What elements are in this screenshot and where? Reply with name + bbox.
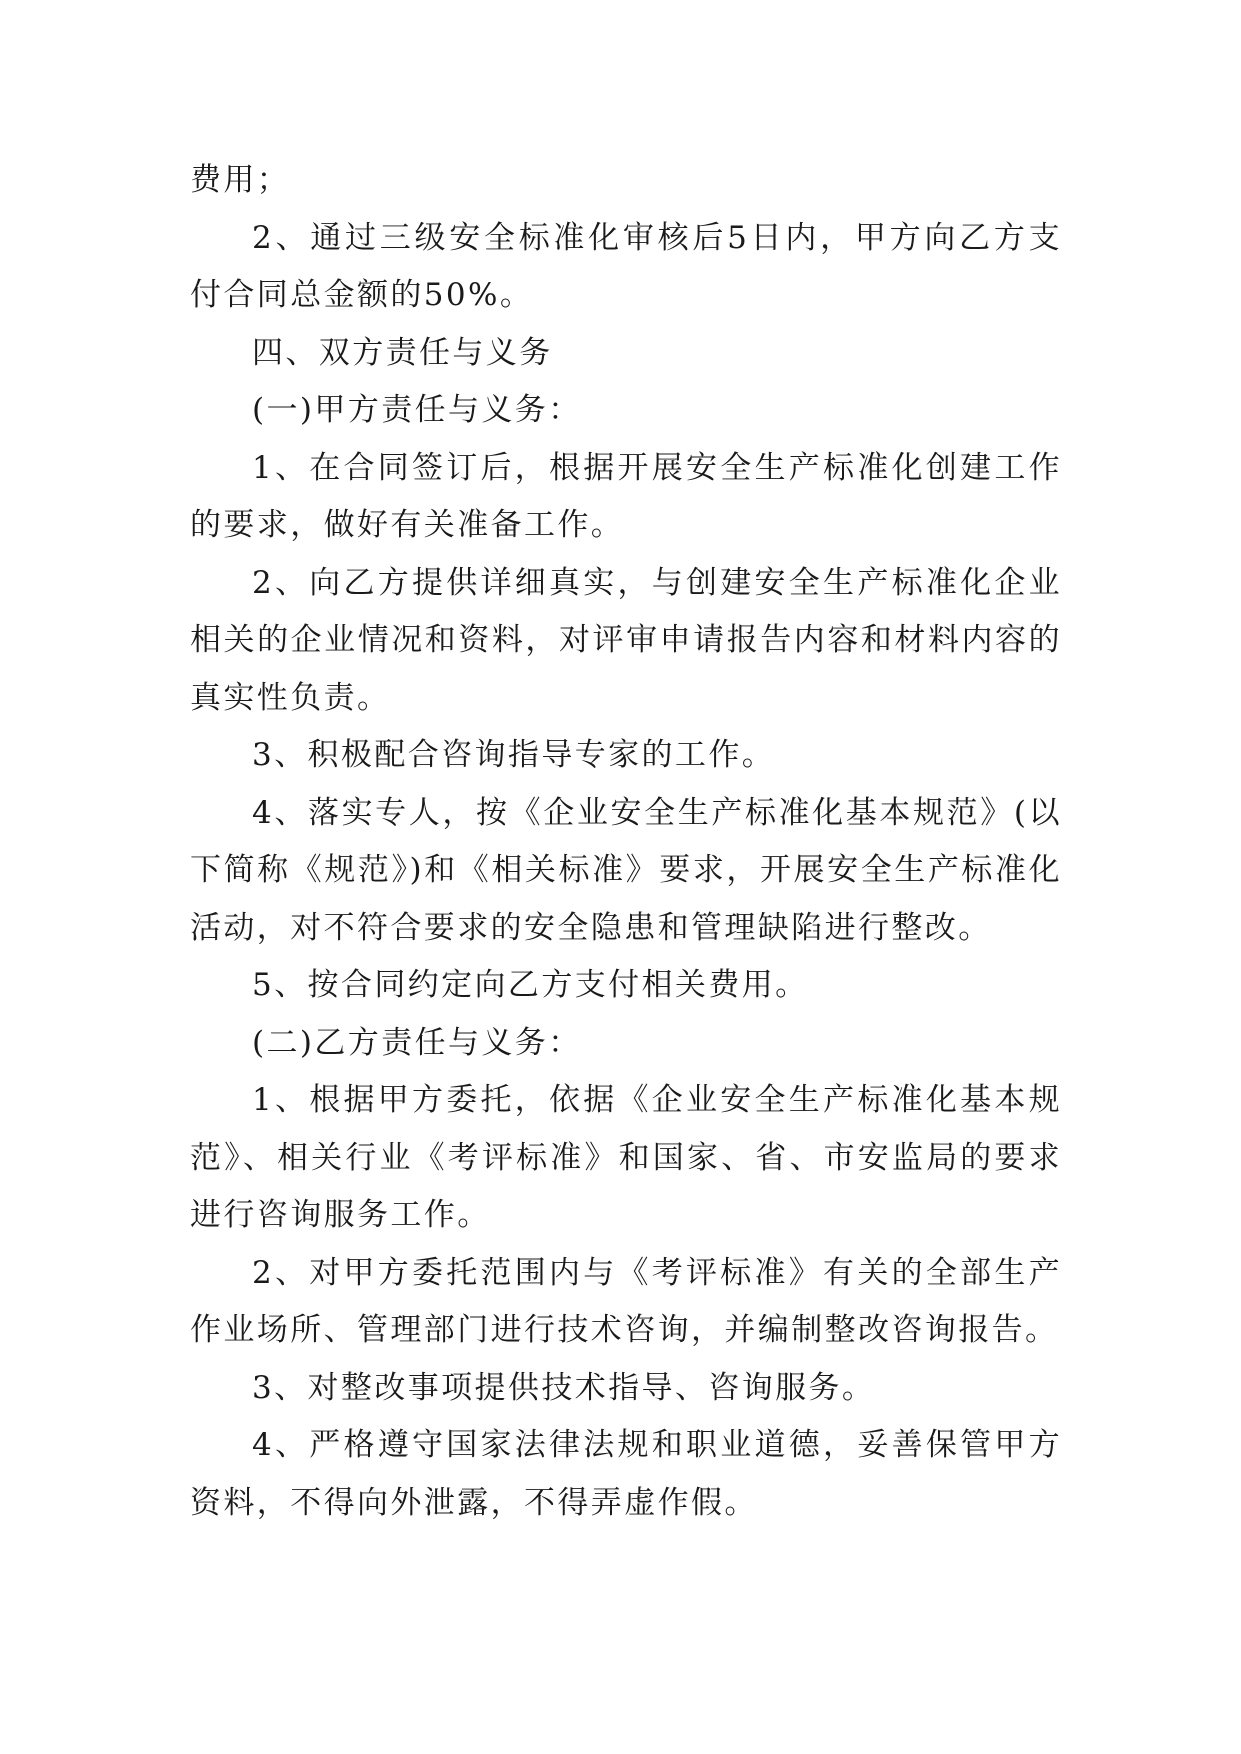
paragraph-party-a-5: 5、按合同约定向乙方支付相关费用。: [252, 967, 809, 1003]
document-body: [190, 152, 1062, 1532]
paragraph-party-b-2: 2、对甲方委托范围内与《考评标准》有关的全部生产作业场所、管理部门进行技术咨询，并编制整改咨询报告。: [190, 1254, 1062, 1348]
paragraph-payment-2: 2、通过三级安全标准化审核后5日内，甲方向乙方支付合同总金额的50%。: [190, 219, 1062, 313]
paragraph-party-a-2: 2、向乙方提供详细真实，与创建安全生产标准化企业相关的企业情况和资料，对评审申请报告内容和材料内容的真实性负责。: [190, 564, 1062, 716]
paragraph-party-b-3: 3、对整改事项提供技术指导、咨询服务。: [252, 1369, 876, 1406]
subsection-heading-party-a: (一)甲方责任与义务：: [252, 392, 582, 428]
paragraph-party-b-1: 1、根据甲方委托，依据《企业安全生产标准化基本规范》、相关行业《考评标准》和国家、省、市安监局的要求进行咨询服务工作。: [190, 1082, 1062, 1233]
paragraph-party-a-1: 1、在合同签订后，根据开展安全生产标准化创建工作的要求，做好有关准备工作。: [190, 449, 1062, 543]
paragraph-cont-fees: 费用；: [190, 162, 291, 198]
paragraph-party-a-4: 4、落实专人，按《企业安全生产标准化基本规范》(以下简称《规范》)和《相关标准》要求，开展安全生产标准化活动，对不符合要求的安全隐患和管理缺陷进行整改。: [190, 794, 1062, 946]
section-heading-responsibilities: 四、双方责任与义务: [252, 334, 553, 371]
paragraph-party-a-3: 3、积极配合咨询指导专家的工作。: [252, 737, 776, 773]
subsection-heading-party-b: (二)乙方责任与义务：: [252, 1024, 582, 1061]
paragraph-party-b-4: 4、严格遵守国家法律法规和职业道德，妥善保管甲方资料，不得向外泄露，不得弄虚作假。: [190, 1427, 1062, 1521]
